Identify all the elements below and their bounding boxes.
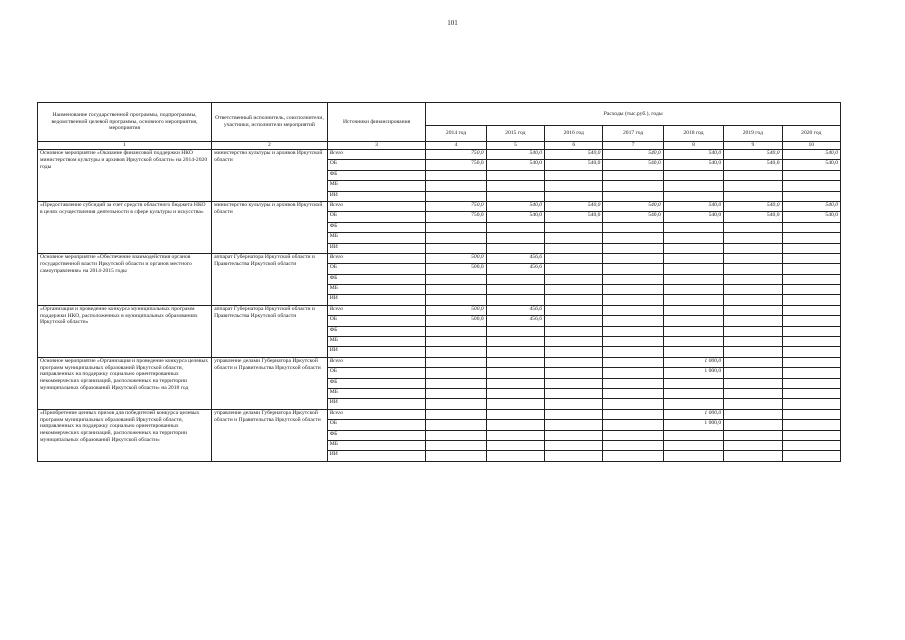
expense-value [486, 337, 544, 347]
expense-value [724, 388, 782, 398]
expense-value [545, 170, 603, 180]
expense-value [486, 420, 544, 430]
expense-value: 1 000,0 [663, 409, 723, 419]
expense-value: 1 000,0 [663, 420, 723, 430]
expense-value [663, 440, 723, 450]
funding-source: ОБ [327, 368, 426, 378]
activity-executor: аппарат Губернатора Иркутской области и Правительства Иркутской области [212, 253, 328, 305]
expense-value: 540,0 [486, 201, 544, 211]
expense-value: 750,0 [426, 201, 486, 211]
expense-value [545, 233, 603, 243]
expense-value: 456,6 [486, 253, 544, 263]
activity-executor: аппарат Губернатора Иркутской области и Правительства Иркутской области [212, 305, 328, 357]
column-number: 1 [38, 142, 212, 150]
expense-value [545, 337, 603, 347]
expense-value [545, 388, 603, 398]
funding-source: ФБ [327, 326, 426, 336]
expense-value [663, 305, 723, 315]
expense-value [603, 305, 663, 315]
expense-value [663, 181, 723, 191]
expense-value [486, 326, 544, 336]
expense-value [663, 191, 723, 201]
expense-value: 750,0 [426, 150, 486, 160]
page-number: 101 [447, 19, 458, 27]
expense-value [663, 378, 723, 388]
expense-value [782, 347, 840, 357]
expense-value [486, 388, 544, 398]
funding-source: ИИ [327, 243, 426, 253]
expense-value [426, 274, 486, 284]
expense-value [782, 430, 840, 440]
table-row [38, 409, 841, 419]
activity-name: Основное мероприятие «Оказание финансовой поддержки НКО министерством культуры и архивов Иркутской области» на 2014-2020 годы [38, 150, 212, 202]
expense-value [663, 243, 723, 253]
expense-value [545, 264, 603, 274]
expense-value [426, 440, 486, 450]
funding-source: МБ [327, 285, 426, 295]
expense-value [545, 316, 603, 326]
expense-value [782, 357, 840, 367]
expense-value [603, 388, 663, 398]
expense-value [486, 368, 544, 378]
header-name-column: Наименование государственной программы, подпрограммы, ведомственной целевой программы, основного мероприятия, мероприятия [38, 103, 212, 142]
expense-value [545, 347, 603, 357]
funding-source: ИИ [327, 191, 426, 201]
expense-value [603, 409, 663, 419]
expense-value [603, 243, 663, 253]
expense-value [603, 378, 663, 388]
expense-value [603, 233, 663, 243]
header-year: 2016 год [545, 126, 603, 142]
funding-source: Всего [327, 409, 426, 419]
expense-value [663, 451, 723, 461]
expense-value [724, 368, 782, 378]
expense-value: 750,0 [426, 212, 486, 222]
expense-value [426, 409, 486, 419]
table-row [38, 253, 841, 263]
expense-value [545, 409, 603, 419]
expense-value [603, 357, 663, 367]
expense-value [603, 222, 663, 232]
table-body [38, 150, 841, 462]
expense-value [782, 388, 840, 398]
table-header [38, 103, 841, 150]
activity-name: Основное мероприятие «Обеспечение взаимодействия органов государственной власти Иркутской области и органов местного самоуправления» на 2014-2015 годы [38, 253, 212, 305]
expense-value: 540,0 [724, 201, 782, 211]
expense-value [486, 295, 544, 305]
column-number: 4 [426, 142, 486, 150]
expense-value [603, 368, 663, 378]
expense-value [426, 399, 486, 409]
expense-value [486, 451, 544, 461]
expense-value [486, 274, 544, 284]
activity-executor: министерство культуры и архивов Иркутской области [212, 201, 328, 253]
funding-source: ФБ [327, 430, 426, 440]
expense-value [486, 222, 544, 232]
expense-value [724, 233, 782, 243]
funding-source: ФБ [327, 274, 426, 284]
expense-value: 500,0 [426, 305, 486, 315]
expense-value [603, 316, 663, 326]
expense-value: 540,0 [782, 212, 840, 222]
expense-value [603, 191, 663, 201]
expense-value [545, 378, 603, 388]
table-row [38, 201, 841, 211]
funding-source: ФБ [327, 222, 426, 232]
expense-value: 540,0 [545, 160, 603, 170]
expense-value [545, 326, 603, 336]
expense-value [545, 253, 603, 263]
funding-source: МБ [327, 440, 426, 450]
expense-value [426, 295, 486, 305]
funding-source: ИИ [327, 347, 426, 357]
expense-value: 456,6 [486, 305, 544, 315]
expense-value [486, 233, 544, 243]
expense-value [663, 274, 723, 284]
funding-source: ОБ [327, 420, 426, 430]
expense-value [603, 326, 663, 336]
expense-value [603, 295, 663, 305]
expense-value: 500,0 [426, 264, 486, 274]
expense-value [545, 420, 603, 430]
expense-value [724, 420, 782, 430]
funding-source: МБ [327, 181, 426, 191]
expense-value [426, 243, 486, 253]
expense-value [724, 440, 782, 450]
expense-value [486, 170, 544, 180]
expense-value [782, 181, 840, 191]
funding-source: ФБ [327, 170, 426, 180]
expense-value [782, 295, 840, 305]
column-number: 3 [327, 142, 426, 150]
expense-value [486, 430, 544, 440]
header-year: 2018 год [663, 126, 723, 142]
column-number: 9 [724, 142, 782, 150]
header-column-numbers-row [38, 142, 841, 150]
funding-source: МБ [327, 337, 426, 347]
column-number: 6 [545, 142, 603, 150]
expense-value [486, 347, 544, 357]
expense-value [724, 274, 782, 284]
column-number: 7 [603, 142, 663, 150]
expense-value [426, 222, 486, 232]
expense-value [663, 316, 723, 326]
expense-value [782, 316, 840, 326]
expense-value: 540,0 [486, 150, 544, 160]
expense-value [603, 451, 663, 461]
table-row [38, 305, 841, 315]
expense-value [663, 264, 723, 274]
expense-value [545, 295, 603, 305]
expense-value [486, 181, 544, 191]
expense-value [782, 378, 840, 388]
expense-value [663, 170, 723, 180]
funding-source: ИИ [327, 399, 426, 409]
expense-value: 500,0 [426, 316, 486, 326]
column-number: 2 [212, 142, 328, 150]
expense-value [724, 430, 782, 440]
activity-executor: управление делами Губернатора Иркутской области и Правительства Иркутской области [212, 409, 328, 461]
expense-value [724, 378, 782, 388]
expense-value: 540,0 [724, 212, 782, 222]
expense-value [663, 295, 723, 305]
expense-value [782, 264, 840, 274]
expense-value [545, 274, 603, 284]
expense-value [663, 337, 723, 347]
expense-value [724, 326, 782, 336]
expense-value [426, 326, 486, 336]
expense-value [724, 264, 782, 274]
expense-value: 540,0 [663, 212, 723, 222]
expense-value [663, 233, 723, 243]
expense-value [663, 253, 723, 263]
expense-value [663, 347, 723, 357]
expense-value [603, 347, 663, 357]
column-number: 8 [663, 142, 723, 150]
expense-value: 540,0 [545, 150, 603, 160]
header-year: 2019 год [724, 126, 782, 142]
expense-value [603, 399, 663, 409]
table-row [38, 150, 841, 160]
expense-value [724, 181, 782, 191]
expense-value: 500,0 [426, 253, 486, 263]
expense-value [545, 451, 603, 461]
expense-value: 540,0 [663, 201, 723, 211]
expense-value [426, 430, 486, 440]
expense-value [486, 357, 544, 367]
expense-value [603, 337, 663, 347]
expense-value [724, 357, 782, 367]
expense-value [782, 409, 840, 419]
activity-name: «Организация и проведение конкурса муниципальных программ поддержки НКО, расположенных в муниципальных образованиях Иркутской области» [38, 305, 212, 357]
expense-value [426, 337, 486, 347]
header-year: 2020 год [782, 126, 840, 142]
expense-value [724, 295, 782, 305]
expense-value [782, 191, 840, 201]
funding-source: Всего [327, 150, 426, 160]
activity-executor: управление делами Губернатора Иркутской области и Правительства Иркутской области [212, 357, 328, 409]
expense-value [782, 233, 840, 243]
expense-value [782, 285, 840, 295]
expense-value [782, 243, 840, 253]
expense-value [782, 326, 840, 336]
expense-value [545, 191, 603, 201]
expense-value: 540,0 [782, 201, 840, 211]
expense-value [545, 181, 603, 191]
expense-value: 540,0 [724, 160, 782, 170]
funding-source: ОБ [327, 316, 426, 326]
expense-value [545, 285, 603, 295]
expense-value [724, 222, 782, 232]
expense-value [663, 326, 723, 336]
budget-table [37, 102, 841, 462]
expense-value: 540,0 [724, 150, 782, 160]
expense-value [486, 378, 544, 388]
expense-value: 456,6 [486, 264, 544, 274]
expense-value [603, 430, 663, 440]
expense-value [426, 368, 486, 378]
expense-value [545, 399, 603, 409]
expense-value [724, 337, 782, 347]
expense-value [724, 451, 782, 461]
expense-value [486, 191, 544, 201]
activity-name: Основное мероприятие «Организация и проведение конкурса целевых программ муниципальных образований Иркутской области, направленных на поддержку социально ориентированных некоммерческих организаций, расположенных на территории муниципальных образований Иркутской области» на 2018 год [38, 357, 212, 409]
expense-value [724, 399, 782, 409]
funding-source: МБ [327, 233, 426, 243]
expense-value [663, 285, 723, 295]
expense-value [782, 222, 840, 232]
expense-value: 540,0 [782, 160, 840, 170]
funding-source: Всего [327, 305, 426, 315]
expense-value [426, 378, 486, 388]
header-executor-column: Ответственный исполнитель, соисполнители, участники, исполнители мероприятий [212, 103, 328, 142]
expense-value [724, 285, 782, 295]
expense-value [724, 170, 782, 180]
expense-value [603, 285, 663, 295]
expense-value [782, 420, 840, 430]
expense-value: 1 000,0 [663, 368, 723, 378]
funding-source: ОБ [327, 264, 426, 274]
expense-value [426, 347, 486, 357]
expense-value [545, 368, 603, 378]
expense-value [724, 253, 782, 263]
expense-value [663, 399, 723, 409]
expense-value [782, 337, 840, 347]
expense-value [486, 440, 544, 450]
table-row [38, 357, 841, 367]
expense-value [782, 368, 840, 378]
expense-value [545, 440, 603, 450]
expense-value [426, 170, 486, 180]
expense-value [545, 243, 603, 253]
funding-source: ИИ [327, 451, 426, 461]
expense-value [663, 388, 723, 398]
funding-source: Всего [327, 201, 426, 211]
expense-value [603, 440, 663, 450]
expense-value [545, 430, 603, 440]
expense-value [603, 264, 663, 274]
funding-source: ОБ [327, 160, 426, 170]
expense-value [603, 181, 663, 191]
activity-executor: министерство культуры и архивов Иркутской области [212, 150, 328, 202]
expense-value [782, 440, 840, 450]
expense-value [545, 305, 603, 315]
expense-value [724, 347, 782, 357]
expense-value [426, 285, 486, 295]
expense-value [603, 274, 663, 284]
expense-value: 540,0 [663, 150, 723, 160]
expense-value [782, 305, 840, 315]
funding-source: ОБ [327, 212, 426, 222]
funding-source: Всего [327, 253, 426, 263]
expense-value [724, 191, 782, 201]
header-year: 2017 год [603, 126, 663, 142]
expense-value [603, 253, 663, 263]
expense-value [663, 222, 723, 232]
expense-value: 540,0 [603, 201, 663, 211]
expense-value [486, 243, 544, 253]
expense-value: 540,0 [782, 150, 840, 160]
expense-value: 540,0 [486, 212, 544, 222]
expense-value [486, 399, 544, 409]
expense-value [663, 430, 723, 440]
expense-value [426, 191, 486, 201]
expense-value: 1 000,0 [663, 357, 723, 367]
expense-value [782, 253, 840, 263]
expense-value [782, 274, 840, 284]
expense-value: 540,0 [663, 160, 723, 170]
expense-value: 540,0 [603, 150, 663, 160]
expense-value: 540,0 [603, 212, 663, 222]
expense-value [486, 285, 544, 295]
expense-value [782, 399, 840, 409]
expense-value [724, 409, 782, 419]
funding-source: Всего [327, 357, 426, 367]
expense-value [545, 357, 603, 367]
expense-value: 540,0 [486, 160, 544, 170]
expense-value: 540,0 [545, 201, 603, 211]
expense-value: 540,0 [545, 212, 603, 222]
funding-source: ФБ [327, 378, 426, 388]
expense-value: 540,0 [603, 160, 663, 170]
expense-value [486, 409, 544, 419]
header-expenses: Расходы (тыс.руб.), годы [426, 103, 841, 126]
header-source-column: Источники финансирования [327, 103, 426, 142]
activity-name: «Приобретение ценных призов для победителей конкурса целевых программ муниципальных образований Иркутской области, направленных на поддержку социально ориентированных некоммерческих организаций, расположенных на территории муниципальных образований Иркутской области» [38, 409, 212, 461]
expense-value [724, 316, 782, 326]
expense-value [426, 357, 486, 367]
expense-value [426, 388, 486, 398]
funding-source: ИИ [327, 295, 426, 305]
expense-value [782, 451, 840, 461]
expense-value [545, 222, 603, 232]
expense-value [724, 243, 782, 253]
expense-value: 750,0 [426, 160, 486, 170]
expense-value [603, 420, 663, 430]
header-year: 2014 год [426, 126, 486, 142]
expense-value [603, 170, 663, 180]
expense-value [724, 305, 782, 315]
expense-value [782, 170, 840, 180]
expense-value [426, 420, 486, 430]
expense-value [426, 181, 486, 191]
expense-value [426, 233, 486, 243]
header-year: 2015 год [486, 126, 544, 142]
column-number: 5 [486, 142, 544, 150]
funding-source: МБ [327, 388, 426, 398]
expense-value: 456,6 [486, 316, 544, 326]
expense-value [426, 451, 486, 461]
activity-name: «Предоставление субсидий за счет средств областного бюджета НКО в целях осуществления деятельности в сфере культуры и искусства» [38, 201, 212, 253]
column-number: 10 [782, 142, 840, 150]
